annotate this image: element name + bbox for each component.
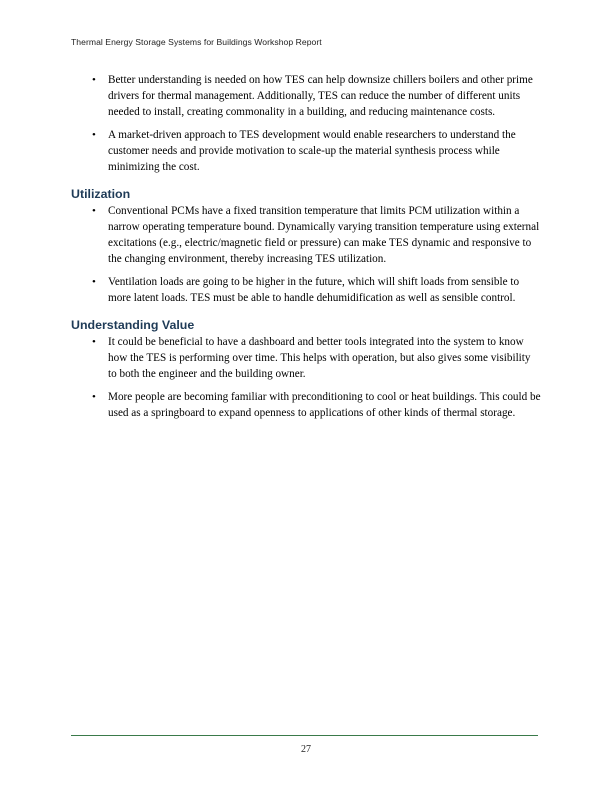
list-item	[71, 389, 541, 421]
understanding-value-bullet-list	[71, 334, 541, 421]
list-item-text: Ventilation loads are going to be higher in the future, which will shift loads from sensible to more latent loads. TES must be able to handle dehumidification as well as sensible control.	[108, 276, 520, 304]
list-item	[71, 203, 541, 267]
section-heading-understanding-value: Understanding Value	[71, 318, 195, 332]
bullet-icon: •	[92, 129, 96, 141]
list-item	[71, 334, 541, 382]
section-heading-utilization: Utilization	[71, 187, 131, 201]
list-item-text: Better understanding is needed on how TES can help downsize chillers boilers and other prime drivers for thermal management. Additionally, TES can reduce the number of different units needed to install, creating commonality in a building, and reducing maintenance costs.	[108, 74, 533, 118]
page-number: 27	[301, 744, 311, 755]
running-header: Thermal Energy Storage Systems for Buildings Workshop Report	[71, 37, 322, 47]
bullet-icon: •	[92, 205, 96, 217]
utilization-bullet-list	[71, 203, 541, 306]
list-item	[71, 127, 541, 175]
bullet-icon: •	[92, 74, 96, 86]
bullet-icon: •	[92, 336, 96, 348]
page-content	[71, 72, 541, 428]
list-item-text: A market-driven approach to TES development would enable researchers to understand the customer needs and provide motivation to scale-up the material synthesis process while minimizing the cost.	[108, 129, 516, 173]
footer-rule	[71, 735, 538, 736]
list-item-text: Conventional PCMs have a fixed transition temperature that limits PCM utilization within a narrow operating temperature bound. Dynamically varying transition temperature using external excitations (e.g., electric/magnetic field or pressure) can make TES dynamic and responsive to the changing environment, thereby increasing TES utilization.	[108, 205, 540, 265]
list-item	[71, 274, 541, 306]
list-item	[71, 72, 541, 120]
bullet-icon: •	[92, 276, 96, 288]
list-item-text: More people are becoming familiar with preconditioning to cool or heat buildings. This could be used as a springboard to expand openness to applications of other kinds of thermal storage.	[108, 391, 541, 419]
intro-bullet-list	[71, 72, 541, 175]
list-item-text: It could be beneficial to have a dashboard and better tools integrated into the system to know how the TES is performing over time. This helps with operation, but also gives some visibility to both the engineer and the building owner.	[108, 336, 531, 380]
bullet-icon: •	[92, 391, 96, 403]
